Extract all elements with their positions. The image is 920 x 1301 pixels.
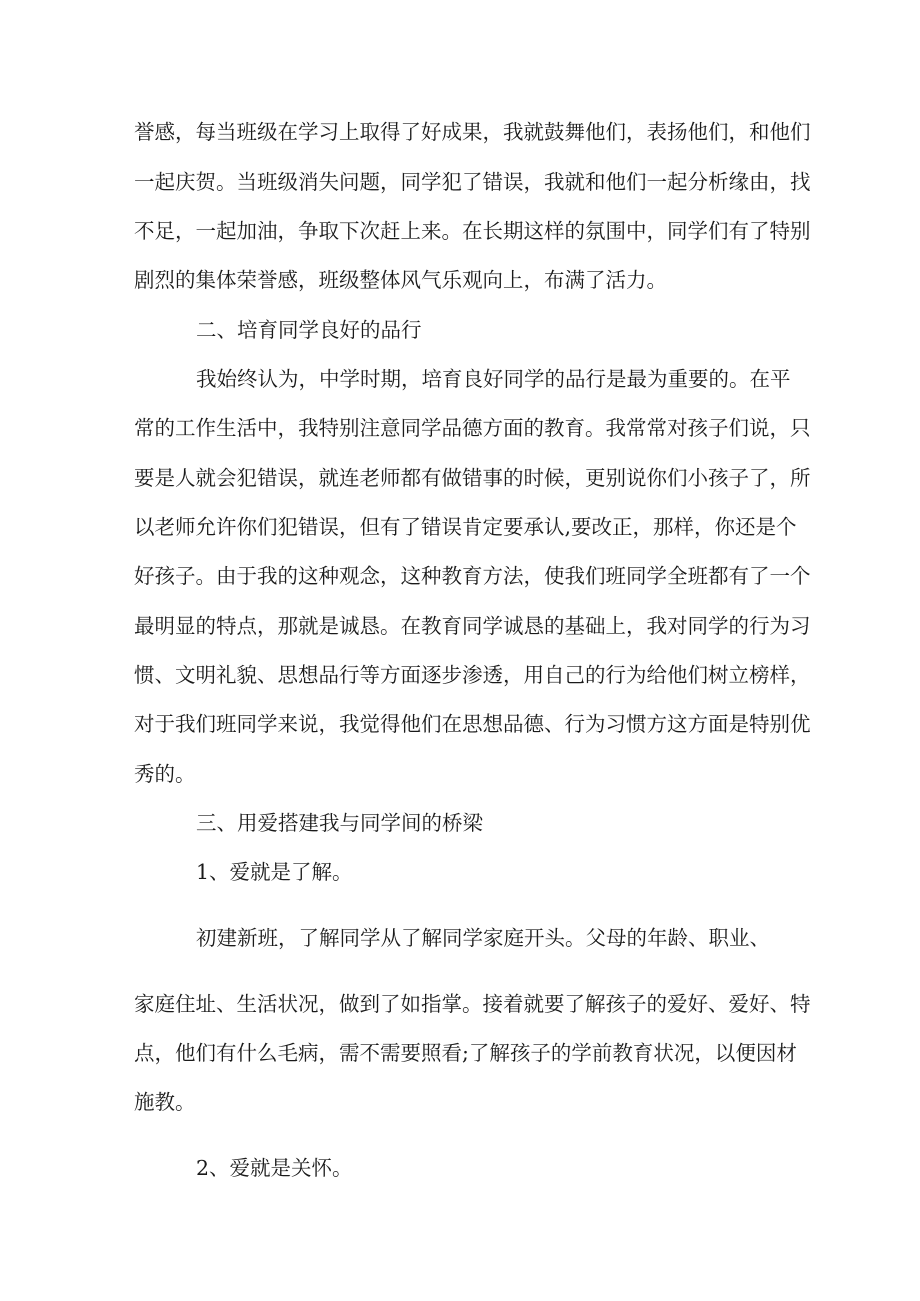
- section-heading-2: 二、培育同学良好的品行: [196, 318, 422, 342]
- paragraph-line: 我始终认为，中学时期，培育良好同学的品行是最为重要的。在平: [196, 367, 791, 391]
- paragraph-line: 家庭住址、生活状况，做到了如指掌。接着就要了解孩子的爱好、爱好、特: [134, 992, 811, 1016]
- section-heading-3: 三、用爱搭建我与同学间的桥梁: [196, 811, 483, 835]
- subheading-1: 1、爱就是了解。: [196, 860, 353, 884]
- paragraph-line: 秀的。: [134, 762, 196, 786]
- paragraph-line: 对于我们班同学来说，我觉得他们在思想品德、行为习惯方这方面是特别优: [134, 712, 811, 736]
- paragraph-line: 初建新班，了解同学从了解同学家庭开头。父母的年龄、职业、: [196, 926, 770, 950]
- paragraph-line: 誉感，每当班级在学习上取得了好成果，我就鼓舞他们，表扬他们，和他们: [134, 120, 811, 144]
- paragraph-line: 剧烈的集体荣誉感，班级整体风气乐观向上，布满了活力。: [134, 268, 667, 292]
- paragraph-line: 好孩子。由于我的这种观念，这种教育方法，使我们班同学全班都有了一个: [134, 564, 811, 588]
- paragraph-line: 要是人就会犯错误，就连老师都有做错事的时候，更别说你们小孩子了，所: [134, 466, 811, 490]
- paragraph-line: 最明显的特点，那就是诚恳。在教育同学诚恳的基础上，我对同学的行为习: [134, 614, 811, 638]
- paragraph-line: 惯、文明礼貌、思想品行等方面逐步渗透，用自己的行为给他们树立榜样，: [134, 663, 811, 687]
- paragraph-line: 施教。: [134, 1090, 196, 1114]
- paragraph-line: 不足，一起加油，争取下次赶上来。在长期这样的氛围中，同学们有了特别: [134, 219, 811, 243]
- subheading-2: 2、爱就是关怀。: [196, 1156, 353, 1180]
- paragraph-line: 点，他们有什么毛病，需不需要照看;了解孩子的学前教育状况，以便因材: [134, 1041, 797, 1065]
- paragraph-line: 一起庆贺。当班级消失问题，同学犯了错误，我就和他们一起分析缘由，找: [134, 170, 811, 194]
- paragraph-line: 常的工作生活中，我特别注意同学品德方面的教育。我常常对孩子们说，只: [134, 416, 811, 440]
- paragraph-line: 以老师允许你们犯错误，但有了错误肯定要承认,要改正，那样，你还是个: [134, 515, 797, 539]
